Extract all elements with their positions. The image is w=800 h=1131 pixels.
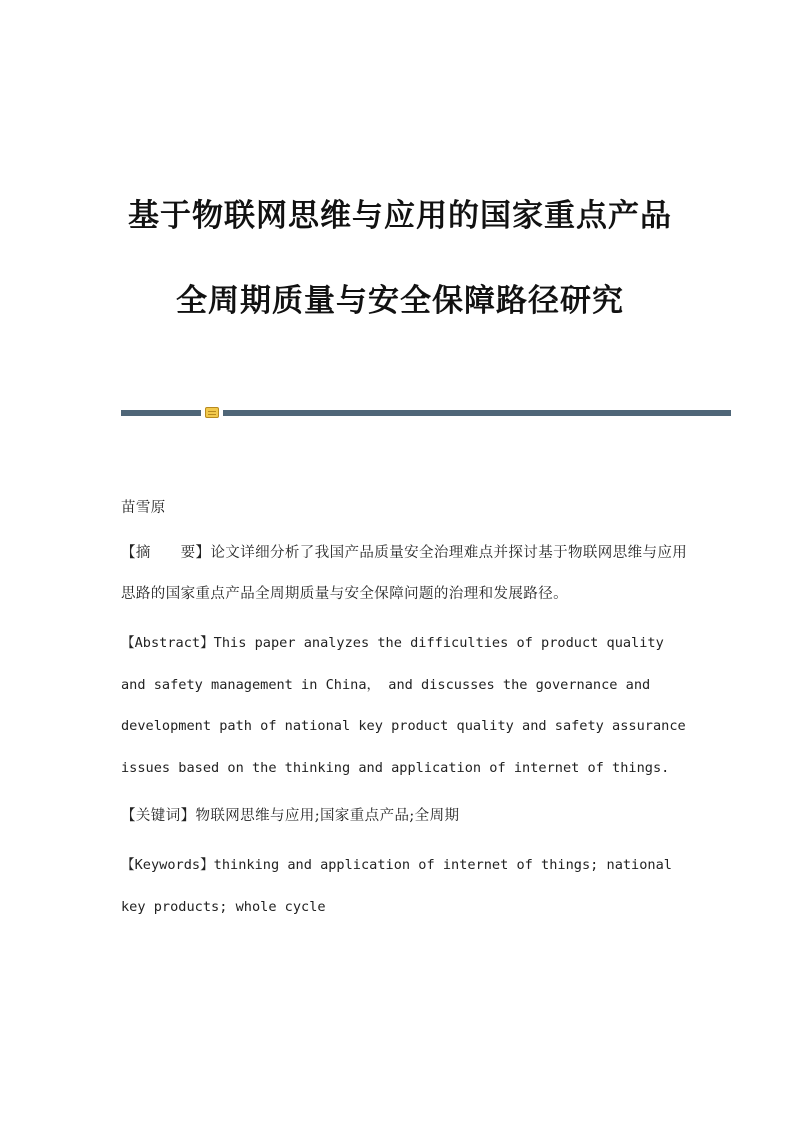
divider-bar-left	[121, 410, 201, 416]
abstract-cn	[121, 533, 691, 615]
abstract-en-label: 【Abstract】	[121, 635, 214, 651]
keywords-en	[121, 845, 691, 928]
abstract-cn-text: 论文详细分析了我国产品质量安全治理难点并探讨基于物联网思维与应用思路的国家重点产品全周期质量与安全保障问题的治理和发展路径。	[121, 545, 688, 602]
abstract-en	[121, 623, 691, 789]
abstract-cn-label: 【摘 要】	[121, 545, 211, 561]
keywords-en-label: 【Keywords】	[121, 857, 214, 873]
divider-bar-right	[223, 410, 731, 416]
keywords-cn-text: 物联网思维与应用;国家重点产品;全周期	[195, 808, 460, 824]
author-name: 苗雪原	[121, 500, 166, 516]
abstract-en-text: This paper analyzes the difficulties of product quality and safety management in China， and discusses the governance and development path of national key product quality and safety assurance issues based on the thinking and application of internet of things.	[121, 635, 686, 776]
keywords-cn	[121, 796, 691, 837]
keywords-cn-label: 【关键词】	[121, 808, 196, 824]
document-icon	[205, 407, 219, 418]
title-line-1: 基于物联网思维与应用的国家重点产品	[128, 198, 672, 234]
keywords-en-text: thinking and application of internet of things; national key products; whole cycle	[121, 857, 672, 915]
title-line-2: 全周期质量与安全保障路径研究	[176, 283, 624, 319]
